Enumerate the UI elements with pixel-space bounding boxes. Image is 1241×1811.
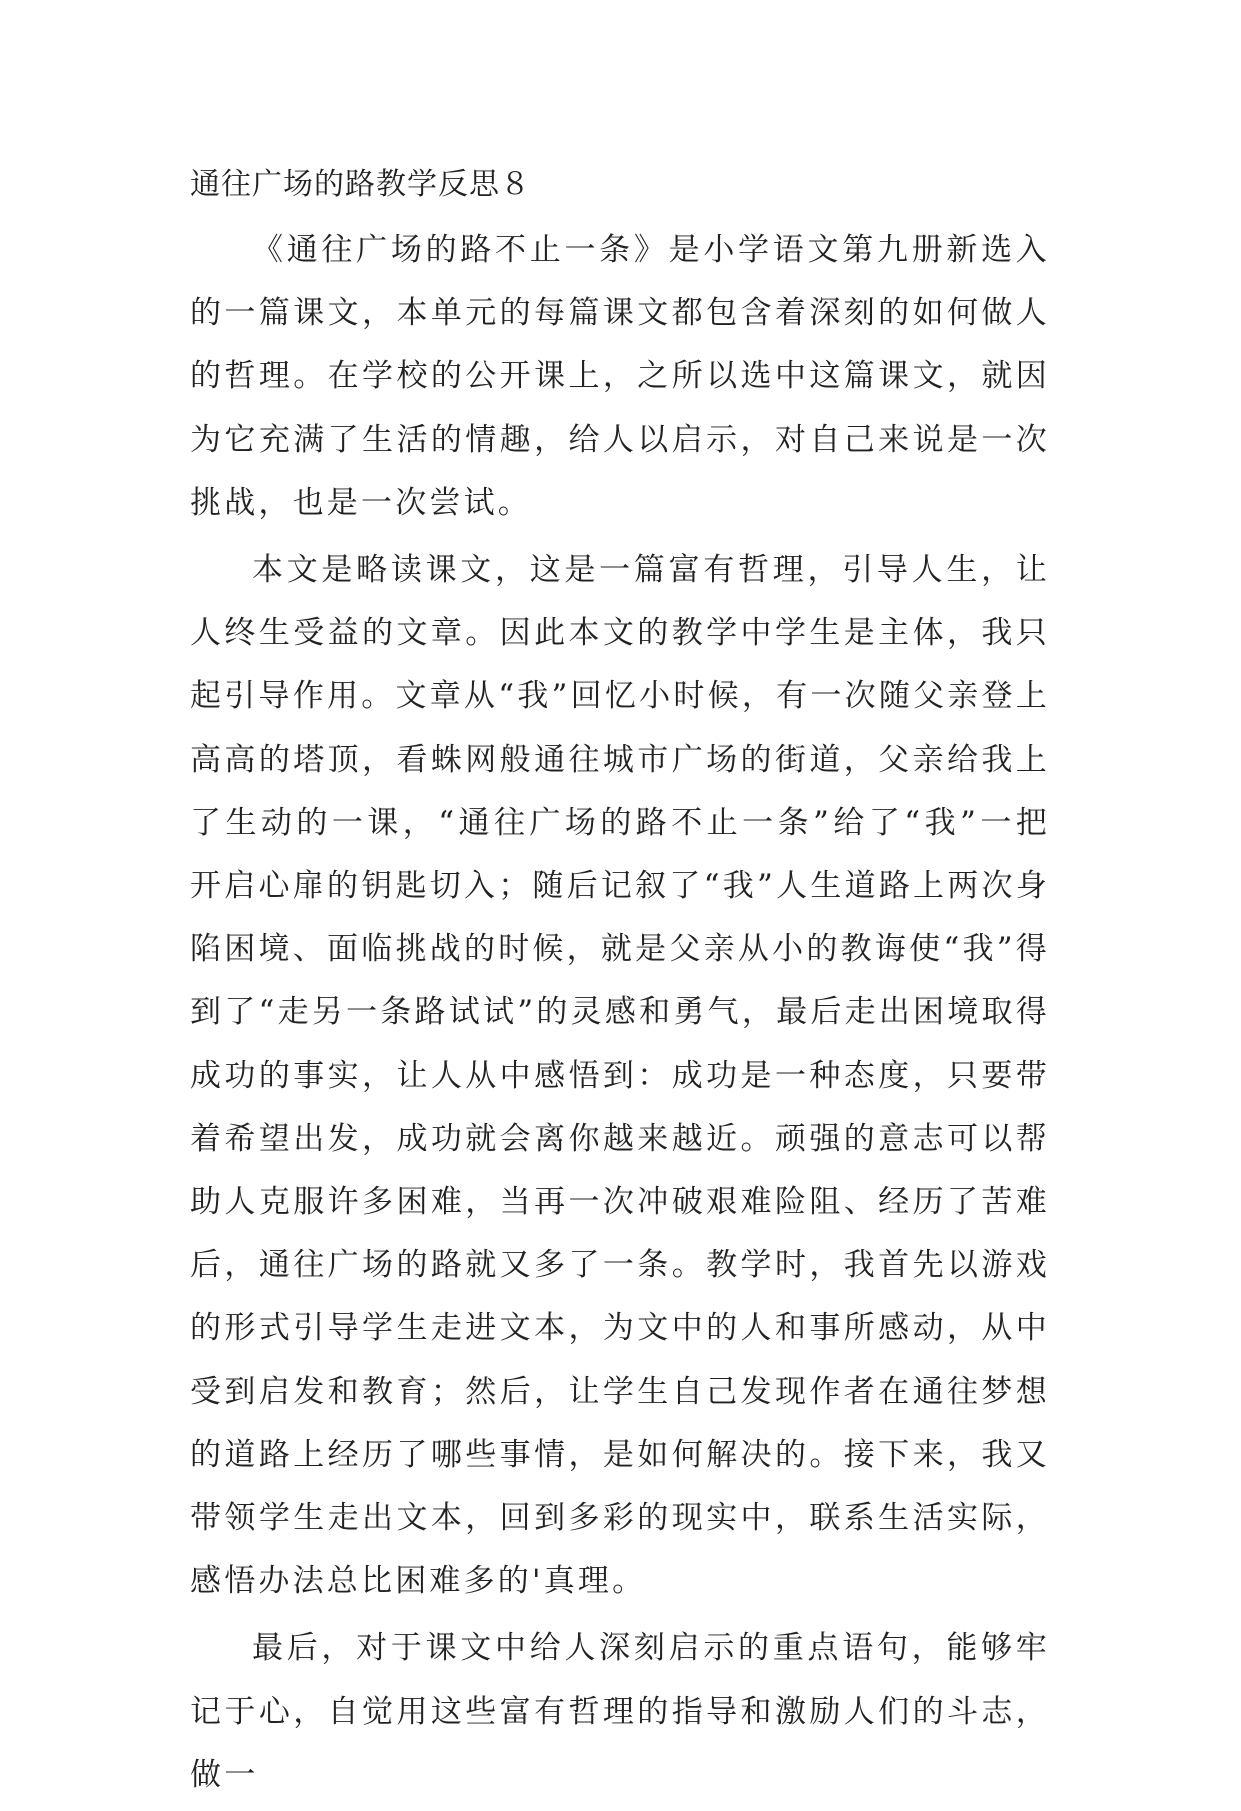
paragraph-closing: 最后，对于课文中给人深刻启示的重点语句，能够牢记于心，自觉用这些富有哲理的指导和激励人们的斗志，做一 [190, 1630, 1050, 1793]
paragraph-analysis: 本文是略读课文，这是一篇富有哲理，引导人生，让人终生受益的文章。因此本文的教学中学生是主体，我只起引导作用。文章从“我”回忆小时候，有一次随父亲登上高高的塔顶，看蛛网般通往城市广场的街道，父亲给我上了生动的一课，“通往广场的路不止一条”给了“我”一把开启心扉的钥匙切入；随后记叙了“我”人生道路上两次身陷困境、面临挑战的时候，就是父亲从小的教诲使“我”得到了“走另一条路试试”的灵感和勇气，最后走出困境取得成功的事实，让人从中感悟到：成功是一种态度，只要带着希望出发，成功就会离你越来越近。顽强的意志可以帮助人克服许多困难，当再一次冲破艰难险阻、经历了苦难后，通往广场的路就又多了一条。教学时，我首先以游戏的形式引导学生走进文本，为文中的人和事所感动，从中受到启发和教育；然后，让学生自己发现作者在通往梦想的道路上经历了哪些事情，是如何解决的。接下来，我又带领学生走出文本，回到多彩的现实中，联系生活实际，感悟办法总比困难多的'真理。 [190, 552, 1050, 1600]
document-title: 通往广场的路教学反思８ [190, 167, 531, 202]
paragraph-intro: 《通往广场的路不止一条》是小学语文第九册新选入的一篇课文，本单元的每篇课文都包含着深刻的如何做人的哲理。在学校的公开课上，之所以选中这篇课文，就因为它充满了生活的情趣，给人以启示，对自己来说是一次挑战，也是一次尝试。 [190, 232, 1050, 521]
document-body [190, 157, 1050, 1811]
